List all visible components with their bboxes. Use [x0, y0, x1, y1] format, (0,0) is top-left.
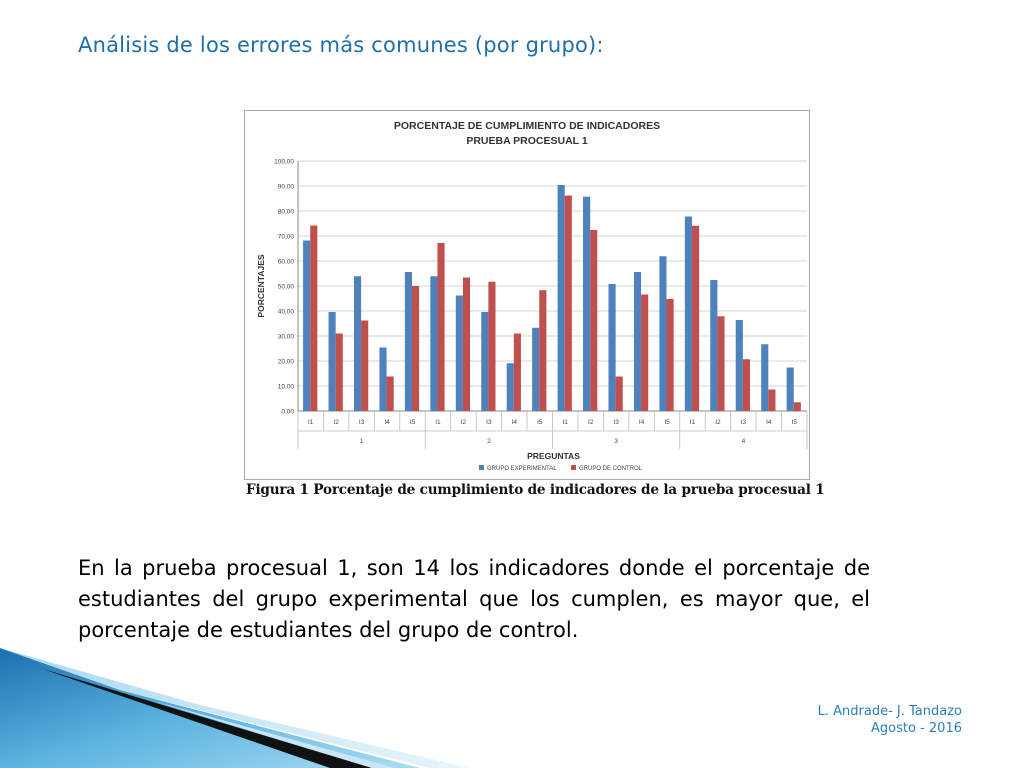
x-tick-label: I2 — [715, 419, 721, 426]
x-tick-label: I2 — [587, 419, 594, 426]
figure-caption: Figura 1 Porcentaje de cumplimiento de indicadores de la prueba procesual 1 — [246, 482, 825, 498]
y-tick-label: 100,00 — [274, 158, 294, 166]
bar-control — [514, 334, 521, 412]
x-tick-label: I1 — [562, 419, 568, 426]
chart-subtitle: PRUEBA PROCESUAL 1 — [466, 135, 588, 147]
bar-experimental — [659, 256, 666, 411]
bar-experimental — [430, 276, 437, 411]
y-tick-label: 50,00 — [277, 283, 294, 291]
slide-title: Análisis de los errores más comunes (por grupo): — [78, 33, 604, 57]
x-tick-label: I2 — [460, 419, 467, 426]
bar-experimental — [634, 272, 641, 411]
y-tick-label: 40,00 — [277, 308, 294, 316]
legend-swatch — [479, 465, 484, 470]
x-tick-label: I3 — [358, 419, 365, 426]
bar-control — [565, 196, 572, 412]
footer-date: Agosto - 2016 — [871, 721, 962, 736]
y-tick-label: 90,00 — [277, 183, 294, 191]
x-tick-label: I1 — [435, 419, 441, 426]
y-tick-label: 70,00 — [277, 233, 294, 241]
bar-experimental — [481, 312, 488, 411]
bar-experimental — [710, 280, 717, 411]
x-tick-label: I2 — [333, 419, 339, 426]
y-axis-label: PORCENTAJES — [256, 254, 266, 318]
y-tick-label: 30,00 — [277, 333, 294, 341]
x-tick-label: I3 — [740, 419, 747, 426]
bar-control — [488, 282, 495, 411]
y-tick-label: 80,00 — [277, 208, 294, 216]
y-tick-label: 0,00 — [281, 408, 294, 416]
bar-control — [616, 377, 623, 412]
group-label: 3 — [614, 438, 618, 445]
chart-title: PORCENTAJE DE CUMPLIMIENTO DE INDICADORES — [393, 120, 661, 132]
x-tick-label: I5 — [537, 419, 543, 426]
x-axis-label: PREGUNTAS — [527, 451, 580, 461]
bar-control — [310, 226, 317, 412]
x-tick-label: I5 — [664, 419, 670, 426]
y-tick-label: 20,00 — [277, 358, 294, 366]
y-tick-label: 60,00 — [277, 258, 294, 266]
bar-experimental — [787, 368, 794, 412]
bar-experimental — [329, 312, 336, 411]
bar-experimental — [532, 328, 539, 411]
bar-control — [361, 321, 368, 412]
x-tick-label: I1 — [689, 419, 696, 426]
legend-label: GRUPO DE CONTROL — [579, 466, 643, 472]
chart-figure — [244, 110, 810, 480]
bar-control — [641, 295, 648, 412]
x-tick-label: I4 — [384, 419, 390, 426]
group-label: 4 — [741, 438, 746, 445]
x-tick-label: I5 — [409, 419, 416, 426]
bar-experimental — [379, 348, 386, 412]
bar-chart — [245, 111, 809, 479]
x-tick-label: I1 — [308, 419, 314, 426]
group-label: 2 — [487, 438, 491, 445]
bar-experimental — [558, 185, 565, 411]
bar-control — [768, 390, 775, 412]
bar-control — [794, 402, 801, 411]
bar-control — [667, 299, 674, 411]
legend-swatch — [571, 465, 576, 470]
bar-experimental — [303, 241, 310, 412]
bar-control — [539, 290, 546, 411]
bar-control — [412, 286, 419, 411]
bar-control — [743, 359, 750, 411]
bar-control — [692, 226, 699, 411]
bar-control — [463, 278, 470, 412]
bar-experimental — [583, 197, 590, 411]
bar-experimental — [608, 284, 615, 411]
group-label: 1 — [359, 438, 364, 445]
bar-control — [437, 243, 444, 411]
bar-control — [387, 377, 394, 412]
bar-control — [336, 334, 343, 412]
footer-author: L. Andrade- J. Tandazo — [817, 704, 962, 719]
x-tick-label: I3 — [613, 419, 619, 426]
bar-experimental — [736, 320, 743, 411]
bar-experimental — [685, 217, 692, 412]
x-tick-label: I5 — [791, 419, 797, 426]
legend-label: GRUPO EXPERIMENTAL — [487, 466, 557, 472]
x-tick-label: I4 — [511, 419, 518, 426]
bar-control — [717, 316, 724, 411]
x-tick-label: I4 — [638, 419, 645, 426]
x-tick-label: I4 — [766, 419, 772, 426]
bar-experimental — [507, 363, 514, 411]
x-tick-label: I3 — [486, 419, 492, 426]
bar-control — [590, 230, 597, 411]
body-paragraph: En la prueba procesual 1, son 14 los indicadores donde el porcentaje de estudiantes del grupo experimental que los cumplen, es mayor que, el porcentaje de estudiantes del grupo de control. — [78, 556, 870, 642]
bar-experimental — [405, 272, 412, 411]
bar-experimental — [354, 276, 361, 411]
bar-experimental — [761, 344, 768, 411]
y-tick-label: 10,00 — [277, 383, 294, 391]
bar-experimental — [456, 296, 463, 412]
